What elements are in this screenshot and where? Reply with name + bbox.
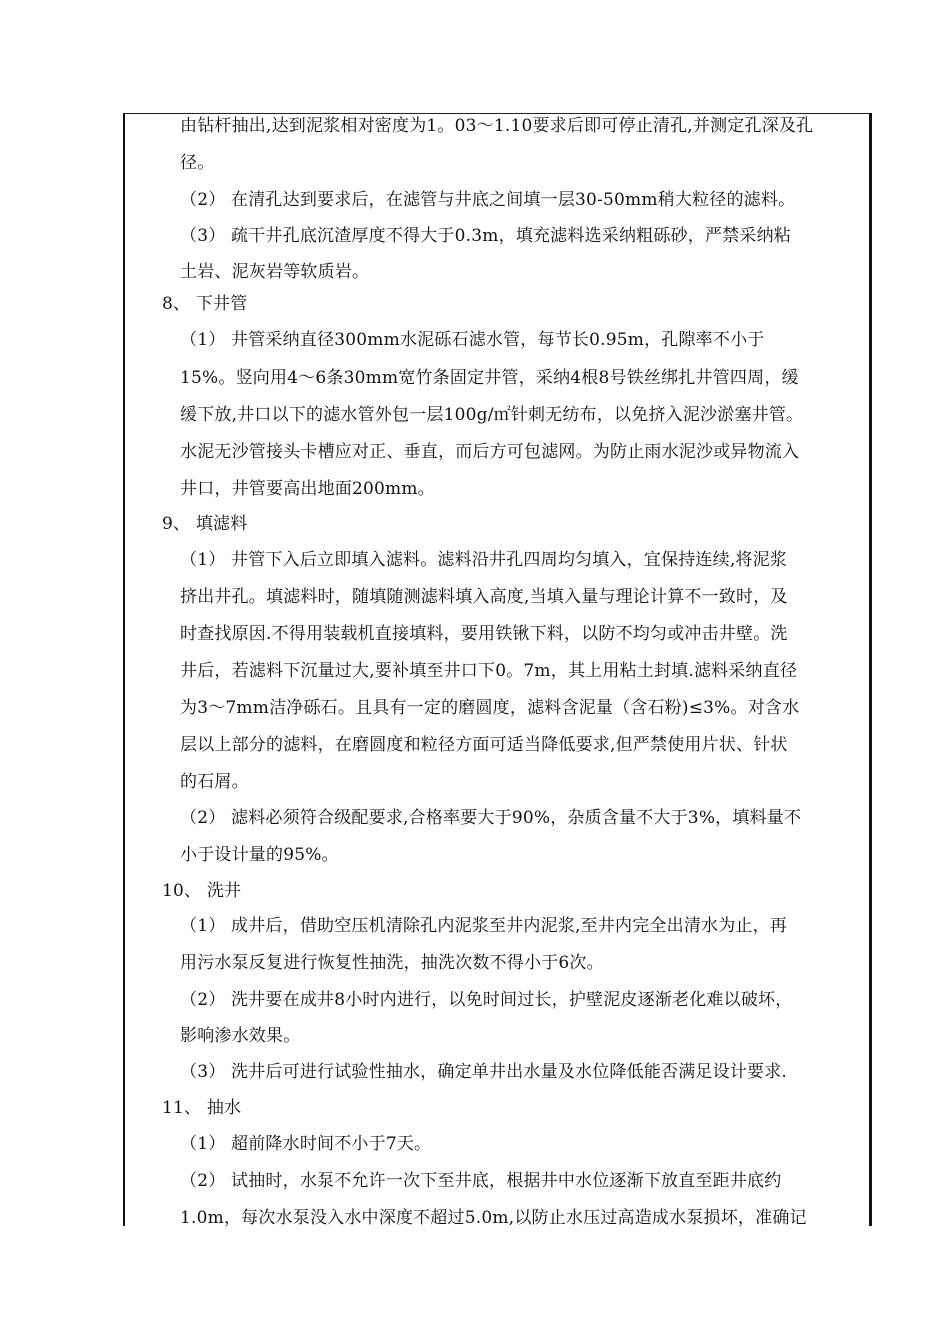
table-left-border bbox=[123, 113, 125, 1226]
text-line: 小于设计量的95%。 bbox=[180, 845, 339, 865]
text-line: 由钻杆抽出,达到泥浆相对密度为1。03～1.10要求后即可停止清孔,并测定孔深及孔 bbox=[180, 116, 814, 136]
text-line: 径。 bbox=[180, 153, 215, 173]
text-line: 层以上部分的滤料，在磨圆度和粒径方面可适当降低要求,但严禁使用片状、针状 bbox=[180, 735, 788, 755]
text-line: （3） 疏干井孔底沉渣厚度不得大于0.3m，填充滤料选采纳粗砾砂，严禁采纳粘 bbox=[180, 226, 791, 246]
text-line: 缓下放,井口以下的滤水管外包一层100g/㎡针刺无纺布，以免挤入泥沙淤塞井管。 bbox=[180, 405, 804, 425]
table-right-border bbox=[869, 113, 872, 1226]
text-line: 井后，若滤料下沉量过大,要补填至井口下0。7m，其上用粘土封填.滤料采纳直径 bbox=[180, 661, 798, 681]
text-line: 15%。竖向用4～6条30mm宽竹条固定井管，采纳4根8号铁丝绑扎井管四周，缓 bbox=[180, 368, 799, 388]
text-line: （2） 在清孔达到要求后，在滤管与井底之间填一层30-50mm稍大粒径的滤料。 bbox=[180, 190, 796, 210]
section-heading: 11、 抽水 bbox=[162, 1098, 242, 1118]
text-line: （2） 试抽时，水泵不允许一次下至井底，根据井中水位逐渐下放直至距井底约 bbox=[180, 1171, 782, 1191]
text-line: 水泥无沙管接头卡槽应对正、垂直，而后方可包滤网。为防止雨水泥沙或异物流入 bbox=[180, 442, 800, 462]
text-line: （2） 洗井要在成井8小时内进行，以免时间过长，护壁泥皮逐渐老化难以破坏， bbox=[180, 990, 793, 1010]
text-line: 井口，井管要高出地面200mm。 bbox=[180, 479, 435, 499]
text-line: （1） 井管下入后立即填入滤料。滤料沿井孔四周均匀填入，宜保持连续,将泥浆 bbox=[180, 550, 788, 570]
text-line: 用污水泵反复进行恢复性抽洗，抽洗次数不得小于6次。 bbox=[180, 953, 604, 973]
text-line: 为3～7mm洁净砾石。且具有一定的磨圆度，滤料含泥量（含石粉)≤3%。对含水 bbox=[180, 698, 800, 718]
text-line: 挤出井孔。填滤料时，随填随测滤料填入高度,当填入量与理论计算不一致时，及 bbox=[180, 587, 788, 607]
section-heading: 10、 洗井 bbox=[162, 881, 242, 901]
text-line: 的石屑。 bbox=[180, 772, 249, 792]
text-line: 时查找原因.不得用装载机直接填料，要用铁锹下料，以防不均匀或冲击井壁。洗 bbox=[180, 624, 788, 644]
section-heading: 8、 下井管 bbox=[162, 294, 248, 314]
section-heading: 9、 填滤料 bbox=[162, 514, 248, 534]
text-line: （1） 井管采纳直径300mm水泥砾石滤水管，每节长0.95m，孔隙率不小于 bbox=[180, 330, 765, 350]
text-line: （1） 超前降水时间不小于7天。 bbox=[180, 1134, 432, 1154]
text-line: （2） 滤料必须符合级配要求,合格率要大于90%，杂质含量不大于3%，填料量不 bbox=[180, 808, 802, 828]
text-line: 影响渗水效果。 bbox=[180, 1026, 301, 1046]
text-line: 土岩、泥灰岩等软质岩。 bbox=[180, 262, 370, 282]
text-line: （3） 洗井后可进行试验性抽水，确定单井出水量及水位降低能否满足设计要求. bbox=[180, 1062, 788, 1082]
text-line: 1.0m，每次水泵没入水中深度不超过5.0m,以防止水压过高造成水泵损坏，准确记 bbox=[180, 1208, 807, 1228]
text-line: （1） 成井后，借助空压机清除孔内泥浆至井内泥浆,至井内完全出清水为止，再 bbox=[180, 916, 788, 936]
